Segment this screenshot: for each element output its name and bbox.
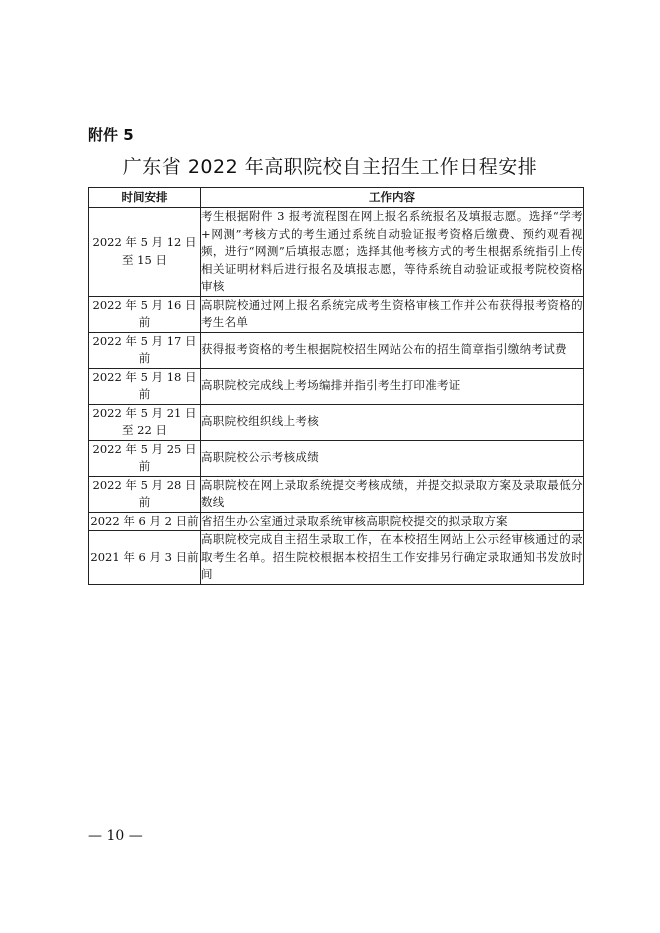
table-row [89,332,584,368]
row-time: 2022 年 5 月 25 日前 [89,440,201,476]
row-time: 2022 年 5 月 16 日前 [89,296,201,332]
row-time: 2022 年 5 月 28 日前 [89,476,201,512]
row-content: 考生根据附件 3 报考流程图在网上报名系统报名及填报志愿。选择“学考+网测”考核方式的考生通过系统自动验证报考资格后缴费、预约观看视频，进行“网测”后填报志愿；选择其他考核方式的考生根据系统指引上传相关证明材料后进行报名及填报志愿，等待系统自动验证或报考院校资格审核 [201,208,584,297]
row-time: 2021 年 6 月 3 日前 [89,531,201,585]
table-row [89,476,584,512]
table-row [89,208,584,297]
attachment-label: 附件 5 [88,126,134,144]
table-row [89,531,584,585]
row-time: 2022 年 6 月 2 日前 [89,512,201,531]
table-row [89,296,584,332]
row-time: 2022 年 5 月 17 日前 [89,332,201,368]
row-content: 高职院校完成自主招生录取工作，在本校招生网站上公示经审核通过的录取考生名单。招生院校根据本校招生工作安排另行确定录取通知书发放时间 [201,531,584,585]
row-time: 2022 年 5 月 12 日至 15 日 [89,208,201,297]
row-content: 高职院校在网上录取系统提交考核成绩，并提交拟录取方案及录取最低分数线 [201,476,584,512]
document-title: 广东省 2022 年高职院校自主招生工作日程安排 [122,156,538,178]
row-content: 高职院校组织线上考核 [201,404,584,440]
header-time: 时间安排 [89,188,201,208]
table-row [89,512,584,531]
row-time: 2022 年 5 月 21 日至 22 日 [89,404,201,440]
row-time: 2022 年 5 月 18 日前 [89,368,201,404]
header-content: 工作内容 [201,188,584,208]
table-header-row [89,188,584,208]
schedule-table [88,187,584,585]
row-content: 省招生办公室通过录取系统审核高职院校提交的拟录取方案 [201,512,584,531]
row-content: 获得报考资格的考生根据院校招生网站公布的招生简章指引缴纳考试费 [201,332,584,368]
table-row [89,404,584,440]
row-content: 高职院校通过网上报名系统完成考生资格审核工作并公布获得报考资格的考生名单 [201,296,584,332]
table-row [89,368,584,404]
table-row [89,440,584,476]
row-content: 高职院校完成线上考场编排并指引考生打印准考证 [201,368,584,404]
row-content: 高职院校公示考核成绩 [201,440,584,476]
page-number: — 10 — [88,828,143,844]
